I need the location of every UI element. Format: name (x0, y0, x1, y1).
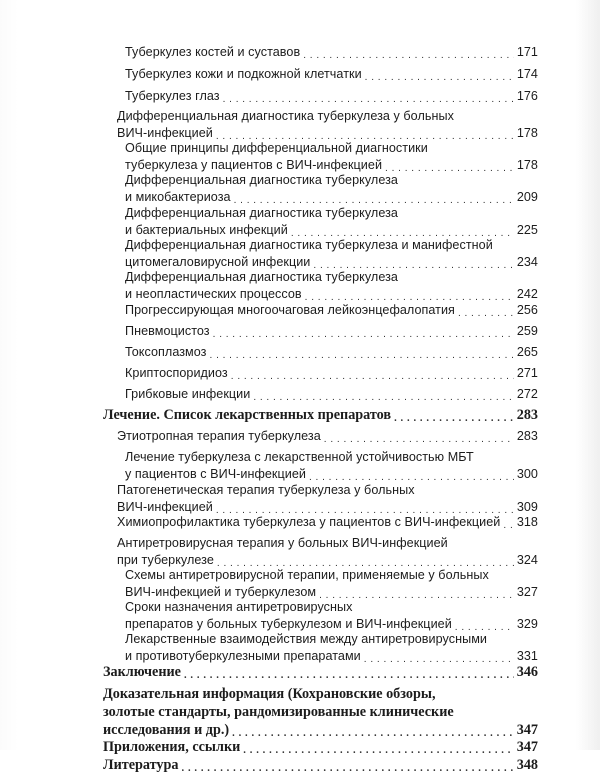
toc-page-number: 171 (516, 45, 538, 59)
toc-page-number: 346 (516, 664, 538, 680)
toc-chapter-title: Доказательная информация (Кохрановские обзоры, (103, 686, 436, 702)
toc-entry[interactable] (125, 89, 538, 103)
toc-entry[interactable] (125, 206, 538, 237)
toc-chapter-title: Литература (103, 757, 179, 773)
toc-entry-title: Дифференциальная диагностика туберкулеза (125, 173, 398, 187)
toc-entry[interactable] (125, 600, 538, 631)
dot-leader (319, 587, 514, 600)
toc-entry-title-cont: туберкулеза у пациентов с ВИЧ-инфекцией (125, 158, 383, 172)
toc-page-number: 318 (516, 515, 538, 529)
toc-page-number: 327 (516, 585, 538, 599)
toc-chapter[interactable] (103, 407, 538, 424)
toc-page-number: 256 (516, 303, 538, 317)
toc-entry-title: Дифференциальная диагностика туберкулеза (125, 270, 398, 284)
toc-page-number: 309 (516, 500, 538, 514)
toc-page-number: 209 (516, 190, 538, 204)
toc-entry[interactable] (117, 483, 538, 514)
toc-page-number: 283 (516, 429, 538, 443)
toc-entry[interactable] (125, 141, 538, 172)
toc-entry[interactable] (125, 450, 538, 481)
toc-page-number: 234 (516, 255, 538, 269)
toc-entry[interactable] (125, 67, 538, 81)
toc-entry-title: Туберкулез кожи и подкожной клетчатки (125, 67, 362, 81)
toc-entry-title-cont: и неопластических процессов (125, 287, 302, 301)
dot-leader (305, 289, 514, 302)
dot-leader (243, 741, 513, 755)
toc-entry-title: Туберкулез костей и суставов (125, 45, 301, 59)
dot-leader (217, 555, 514, 568)
toc-page-number: 272 (516, 387, 538, 401)
dot-leader (231, 368, 514, 381)
dot-leader (394, 409, 514, 423)
toc-entry-title: Этиотропная терапия туберкулеза (117, 429, 321, 443)
toc-entry[interactable] (125, 324, 538, 338)
toc-chapter-title-cont: исследования и др.) (103, 722, 230, 738)
toc-page-number: 348 (516, 757, 538, 773)
toc-page-number: 324 (516, 553, 538, 567)
dot-leader (364, 651, 514, 664)
toc-entry[interactable] (125, 345, 538, 359)
toc-chapter-title: Заключение (103, 664, 181, 680)
toc-entry-title: Прогрессирующая многоочаговая лейкоэнцефалопатия (125, 303, 455, 317)
toc-entry-title: Схемы антиретровирусной терапии, применяемые у больных (125, 568, 489, 582)
toc-entry-title: Дифференциальная диагностика туберкулеза (125, 206, 398, 220)
toc-entry[interactable] (125, 173, 538, 204)
toc-entry-title: Сроки назначения антиретровирусных (125, 600, 353, 614)
dot-leader (385, 160, 514, 173)
toc-entry-title-cont: препаратов у больных туберкулезом и ВИЧ-инфекцией (125, 617, 452, 631)
toc-page-number: 178 (516, 126, 538, 140)
toc-entry[interactable] (125, 303, 538, 317)
toc-page-number: 265 (516, 345, 538, 359)
dot-leader (324, 431, 514, 444)
toc-entry[interactable] (117, 429, 538, 443)
dot-leader (291, 225, 514, 238)
dot-leader (223, 91, 514, 104)
toc-page-number: 329 (516, 617, 538, 631)
toc-chapter[interactable] (103, 686, 538, 739)
toc-entry[interactable] (125, 270, 538, 301)
toc-entry-title: Токсоплазмоз (125, 345, 207, 359)
toc-page-number: 259 (516, 324, 538, 338)
toc-entry-title-cont: ВИЧ-инфекцией (117, 126, 213, 140)
toc-entry[interactable] (117, 109, 538, 140)
dot-leader (309, 469, 514, 482)
toc-chapter[interactable] (103, 664, 538, 681)
toc-page-number: 331 (516, 649, 538, 663)
toc-entry-title-cont: и бактериальных инфекций (125, 223, 288, 237)
dot-leader (232, 724, 514, 738)
toc-entry[interactable] (125, 568, 538, 599)
toc-entry-title: Патогенетическая терапия туберкулеза у больных (117, 483, 415, 497)
toc-entry-title: Химиопрофилактика туберкулеза у пациентов с ВИЧ-инфекцией (117, 515, 501, 529)
dot-leader (184, 666, 514, 680)
toc-page-number: 178 (516, 158, 538, 172)
toc-page-number: 271 (516, 366, 538, 380)
toc-page-number: 225 (516, 223, 538, 237)
toc-chapter-title: Лечение. Список лекарственных препаратов (103, 407, 392, 423)
toc-entry-title: Дифференциальная диагностика туберкулеза и манифестной (125, 238, 493, 252)
dot-leader (216, 128, 514, 141)
dot-leader (313, 257, 513, 270)
toc-chapter[interactable] (103, 757, 538, 774)
toc-entry-title: Пневмоцистоз (125, 324, 210, 338)
toc-entry-title-cont: при туберкулезе (117, 553, 214, 567)
toc-entry[interactable] (125, 366, 538, 380)
dot-leader (365, 69, 514, 82)
dot-leader (210, 347, 514, 360)
toc-page-number: 300 (516, 467, 538, 481)
toc-entry[interactable] (117, 515, 538, 529)
toc-chapter-title-cont: золотые стандарты, рандомизированные клинические (103, 704, 454, 720)
toc-page-number: 174 (516, 67, 538, 81)
toc-entry-title: Лекарственные взаимодействия между антиретровирусными (125, 632, 487, 646)
dot-leader (213, 326, 514, 339)
dot-leader (303, 47, 514, 60)
toc-entry[interactable] (125, 632, 538, 663)
toc-entry[interactable] (117, 536, 538, 567)
toc-entry-title: Антиретровирусная терапия у больных ВИЧ-инфекцией (117, 536, 448, 550)
dot-leader (455, 619, 514, 632)
toc-chapter[interactable] (103, 739, 538, 756)
toc-chapter-title: Приложения, ссылки (103, 739, 241, 755)
toc-entry-title-cont: у пациентов с ВИЧ-инфекцией (125, 467, 306, 481)
toc-entry-title: Криптоспоридиоз (125, 366, 228, 380)
toc-entry-title: Дифференциальная диагностика туберкулеза у больных (117, 109, 454, 123)
toc-page-number: 347 (516, 722, 538, 738)
dot-leader (216, 502, 514, 515)
toc-entry-title-cont: ВИЧ-инфекцией и туберкулезом (125, 585, 317, 599)
toc-entry[interactable] (125, 45, 538, 59)
toc-entry-title: Грибковые инфекции (125, 387, 251, 401)
dot-leader (503, 517, 513, 530)
toc-page-number: 242 (516, 287, 538, 301)
toc-entry-title: Лечение туберкулеза с лекарственной устойчивостью МБТ (125, 450, 474, 464)
toc-entry-title: Общие принципы дифференциальной диагностики (125, 141, 428, 155)
toc-page-number: 347 (516, 739, 538, 755)
toc-entry-title-cont: ВИЧ-инфекцией (117, 500, 213, 514)
toc-page-number: 283 (516, 407, 538, 423)
dot-leader (253, 389, 514, 402)
toc-entry-title-cont: и противотуберкулезными препаратами (125, 649, 361, 663)
dot-leader (182, 759, 514, 773)
dot-leader (234, 192, 514, 205)
toc-entry[interactable] (125, 387, 538, 401)
dot-leader (458, 305, 514, 318)
toc-entry-title-cont: цитомегаловирусной инфекции (125, 255, 311, 269)
toc-entry[interactable] (125, 238, 538, 269)
toc-page-number: 176 (516, 89, 538, 103)
toc-entry-title-cont: и микобактериоза (125, 190, 231, 204)
toc-entry-title: Туберкулез глаз (125, 89, 220, 103)
